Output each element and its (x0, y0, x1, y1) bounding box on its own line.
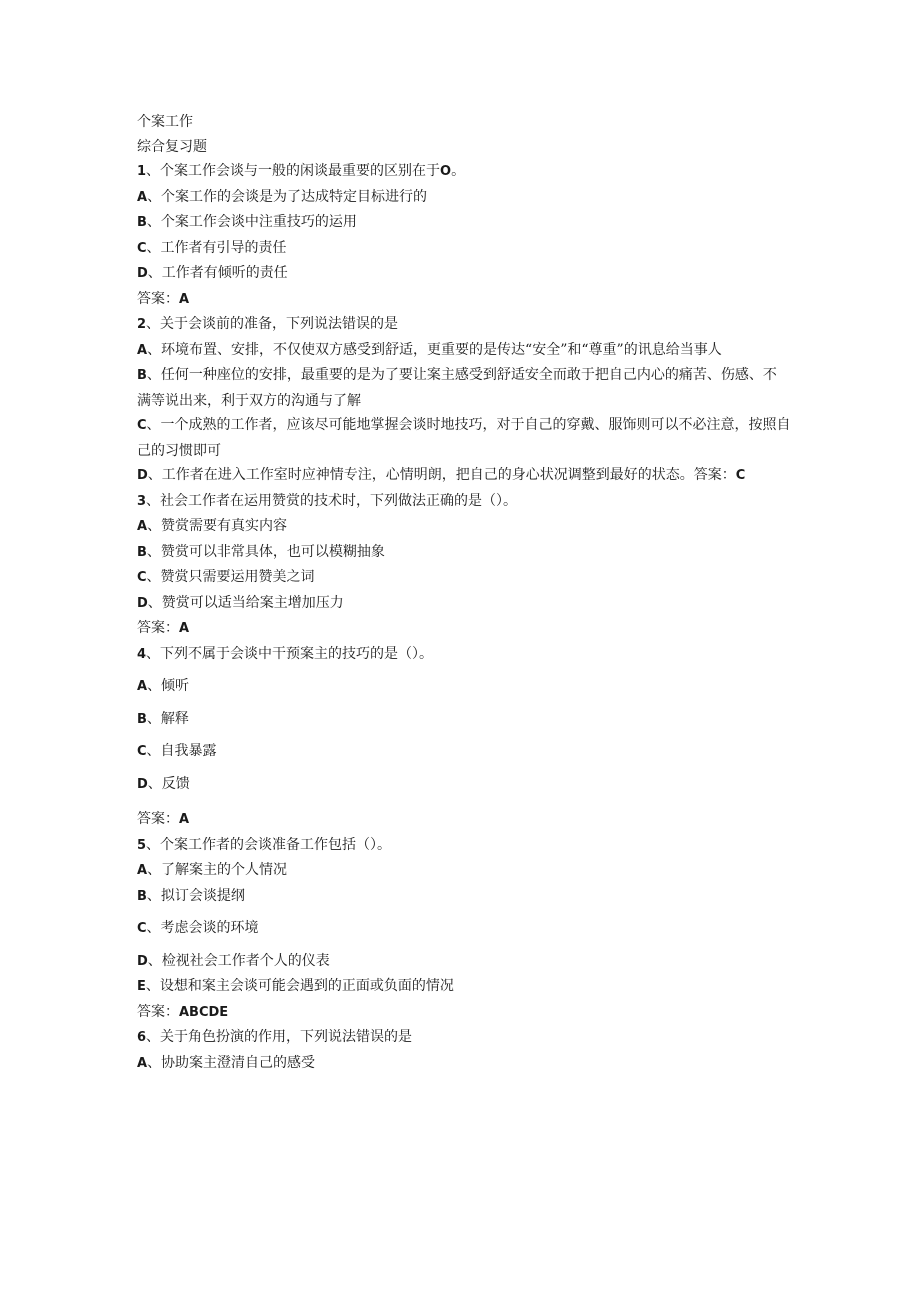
answer: C (735, 468, 746, 483)
question-3 (137, 489, 792, 642)
option-c: C、考虑会谈的环境 (137, 920, 259, 936)
option-a: A、倾听 (137, 678, 190, 694)
question-2 (137, 312, 792, 489)
option-b-continued: 满等说出来，利于双方的沟通与了解 (137, 392, 361, 409)
option-d: D、工作者在进入工作室时应神情专注，心情明朗，把自己的身心状况调整到最好的状态。答案：C (137, 467, 746, 483)
question-5 (137, 833, 792, 1026)
answer: 答案：A (137, 290, 190, 307)
question-1 (137, 159, 792, 312)
doc-subtitle: 综合复习题 (137, 138, 207, 155)
option-b: B、解释 (137, 710, 189, 727)
document-page (137, 110, 792, 1076)
option-a: A、了解案主的个人情况 (137, 862, 288, 878)
option-d: D、检视社会工作者个人的仪表 (137, 952, 330, 969)
option-b: B、个案工作会谈中注重技巧的运用 (137, 214, 357, 230)
option-b: B、拟订会谈提纲 (137, 887, 245, 904)
option-c: C、自我暴露 (137, 743, 217, 759)
question-stem: 5、个案工作者的会谈准备工作包括（）。 (137, 836, 392, 853)
question-stem: 6、关于角色扮演的作用，下列说法错误的是 (137, 1029, 413, 1045)
doc-title: 个案工作 (137, 114, 193, 130)
option-d: D、赞赏可以适当给案主增加压力 (137, 594, 344, 611)
question-6 (137, 1025, 792, 1076)
option-c: C、一个成熟的工作者，应该尽可能地掌握会谈时地技巧，对于自己的穿戴、服饰则可以不必注意，按照自己的习惯即可 (137, 417, 791, 459)
answer: 答案：ABCDE (137, 1003, 229, 1020)
question-stem: 1、个案工作会谈与一般的闲谈最重要的区别在于O。 (137, 163, 466, 179)
option-a: A、环境布置、安排，不仅使双方感受到舒适，更重要的是传达“安全”和“尊重”的讯息给当事人 (137, 341, 722, 358)
question-stem: 4、下列不属于会谈中干预案主的技巧的是（）。 (137, 645, 434, 662)
answer: 答案：A (137, 811, 190, 827)
option-e: E、设想和案主会谈可能会遇到的正面或负面的情况 (137, 978, 454, 994)
question-stem: 2、关于会谈前的准备，下列说法错误的是 (137, 316, 399, 332)
option-c: C、工作者有引导的责任 (137, 239, 287, 256)
option-a: A、个案工作的会谈是为了达成特定目标进行的 (137, 188, 428, 205)
option-b: B、赞赏可以非常具体，也可以模糊抽象 (137, 543, 385, 560)
option-a: A、赞赏需要有真实内容 (137, 518, 288, 534)
option-b: B、任何一种座位的安排，最重要的是为了要让案主感受到舒适安全而敢于把自己内心的痛苦、伤感、不 (137, 367, 777, 383)
answer: 答案：A (137, 620, 190, 636)
question-stem: 3、社会工作者在运用赞赏的技术时，下列做法正确的是（）。 (137, 492, 518, 509)
option-d: D、工作者有倾听的责任 (137, 265, 288, 281)
question-4 (137, 642, 792, 833)
option-c: C、赞赏只需要运用赞美之词 (137, 569, 315, 585)
option-a: A、协助案主澄清自己的感受 (137, 1054, 316, 1071)
option-d: D、反馈 (137, 775, 190, 792)
